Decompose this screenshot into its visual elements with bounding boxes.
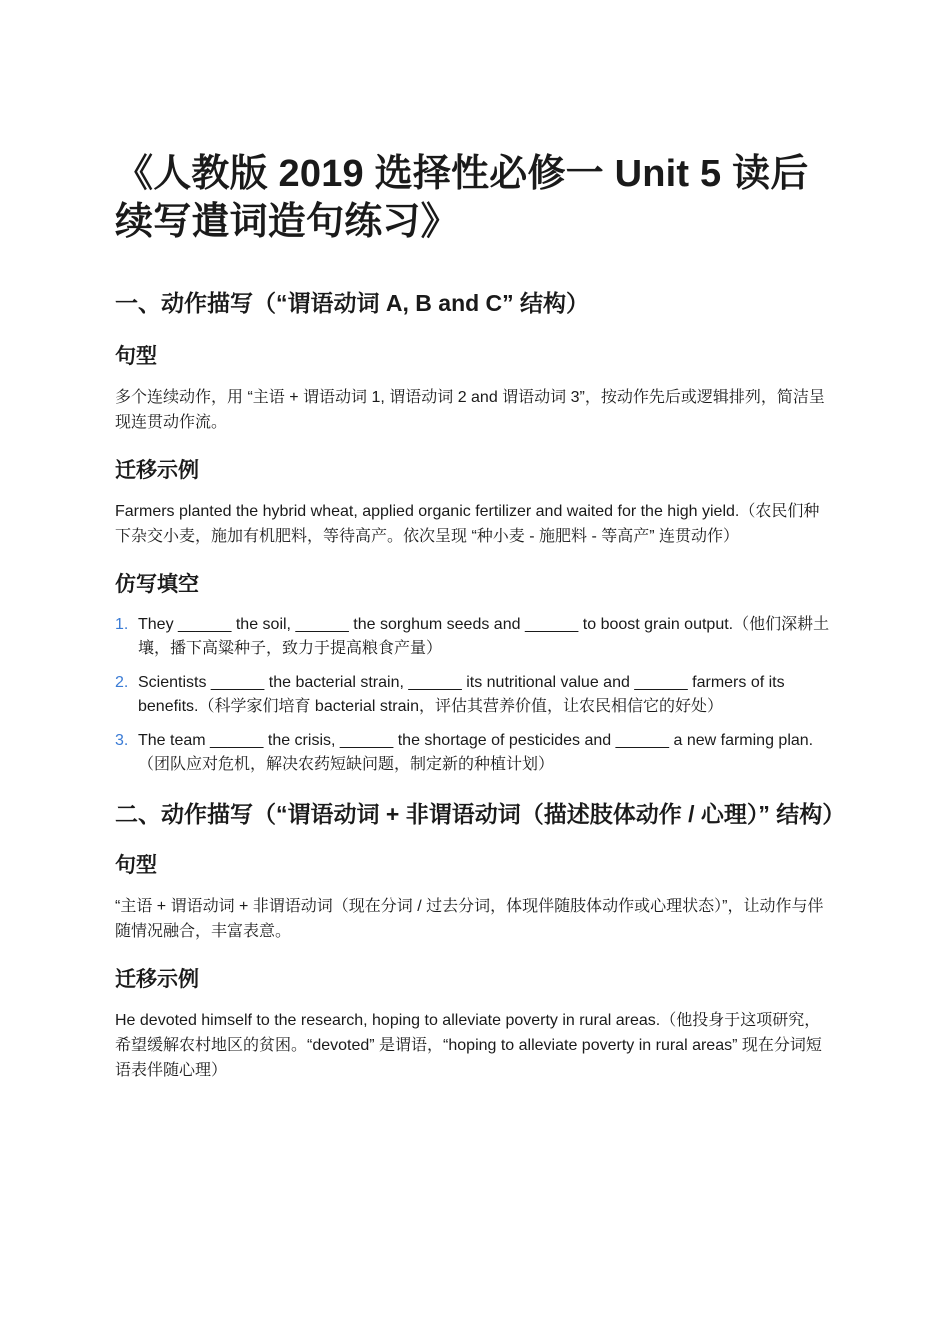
section-1-exercise-heading: 仿写填空 [115,573,199,596]
section-2-pattern-text: “主语 + 谓语动词 + 非谓语动词（现在分词 / 过去分词，体现伴随肢体动作或心理状态）”，让动作与伴随情况融合，丰富表意。 [115,898,824,940]
exercise-text: Scientists ______ the bacterial strain, ______ its nutritional value and ______ farmers of its benefits.（科学家们培育 bacterial strain，评估其营养价值，让农民相信它的好处） [138,674,785,715]
exercise-number: 2. [115,674,129,691]
exercise-number: 1. [115,616,129,633]
exercise-text: They ______ the soil, ______ the sorghum seeds and ______ to boost grain output.（他们深耕土壤，播下高粱种子，致力于提高粮食产量） [138,616,830,657]
section-2-example-text: He devoted himself to the research, hoping to alleviate poverty in rural areas.（他投身于这项研究，希望缓解农村地区的贫困。“devoted” 是谓语，“hoping to alleviate poverty in rural areas” 现在分词短语表伴随心理） [115,1012,822,1079]
section-2-pattern-heading: 句型 [115,854,157,877]
section-1-example-heading: 迁移示例 [115,459,199,482]
exercise-item [115,729,835,777]
section-1-example-text: Farmers planted the hybrid wheat, applied organic fertilizer and waited for the high yield.（农民们种下杂交小麦，施加有机肥料，等待高产。依次呈现 “种小麦 - 施肥料 - 等高产” 连贯动作） [115,503,820,545]
section-2-example-heading: 迁移示例 [115,968,199,991]
document-page [115,150,846,1105]
exercise-text: The team ______ the crisis, ______ the shortage of pesticides and ______ a new farming plan.（团队应对危机，解决农药短缺问题，制定新的种植计划） [138,732,814,773]
section-1-pattern-text: 多个连续动作，用 “主语 + 谓语动词 1, 谓语动词 2 and 谓语动词 3”，按动作先后或逻辑排列，简洁呈现连贯动作流。 [115,389,825,431]
exercise-item [115,613,835,661]
exercise-number: 3. [115,732,129,749]
section-1-heading: 一、动作描写（“谓语动词 A, B and C” 结构） [115,290,590,316]
exercise-item [115,671,835,719]
page-title: 《人教版 2019 选择性必修一 Unit 5 读后续写遣词造句练习》 [115,153,809,243]
exercise-list [115,613,835,777]
section-2-heading: 二、动作描写（“谓语动词 + 非谓语动词（描述肢体动作 / 心理）” 结构） [115,801,846,827]
section-1-pattern-heading: 句型 [115,345,157,368]
